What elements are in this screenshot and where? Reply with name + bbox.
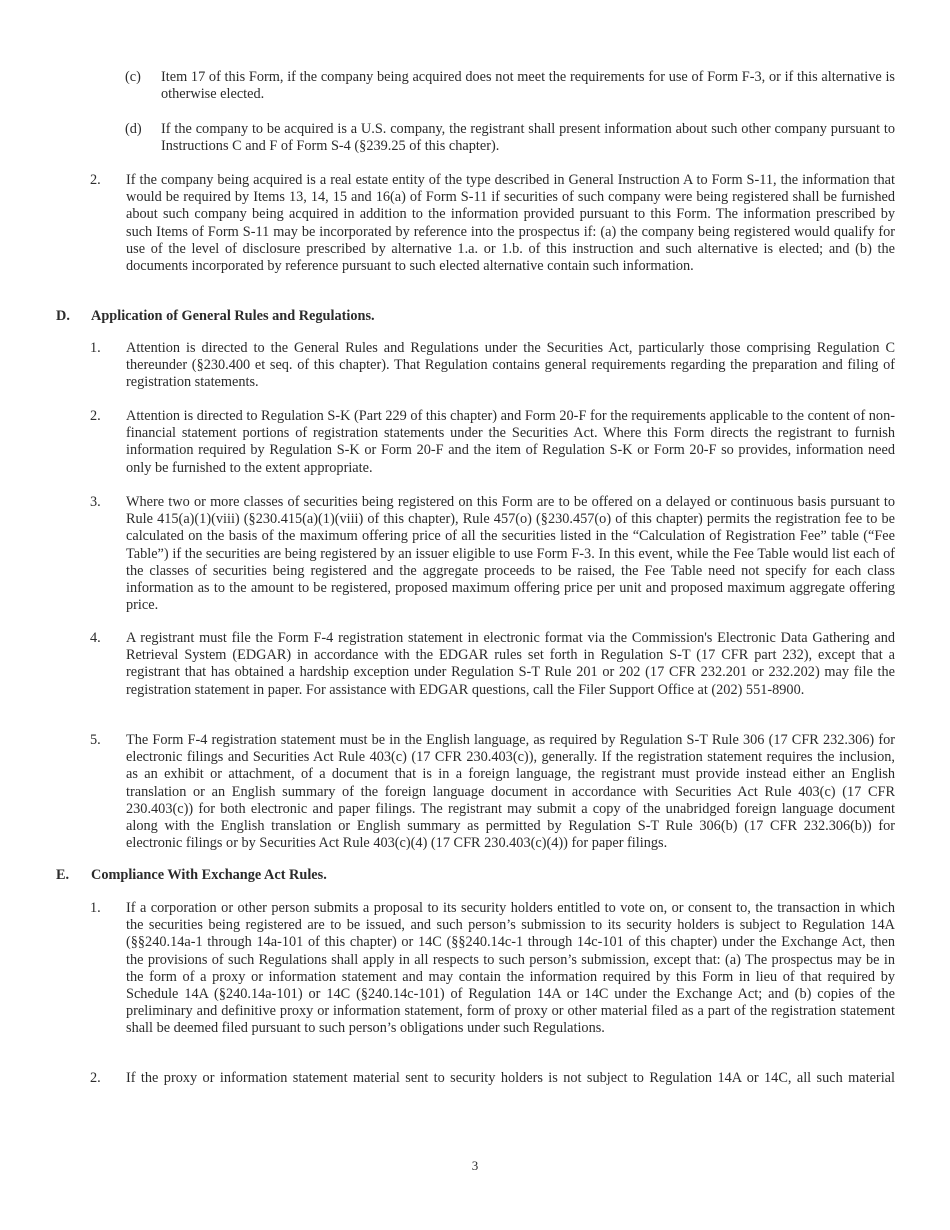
subitem-text: Item 17 of this Form, if the company being acquired does not meet the requirements for use of Form F-3, or if this alternative is otherwise elected. [161, 69, 895, 103]
section-title: Compliance With Exchange Act Rules. [91, 867, 327, 883]
section-e-item-1 [90, 900, 895, 1038]
item-marker: 2. [90, 172, 101, 188]
section-title: Application of General Rules and Regulations. [91, 308, 375, 324]
subitem-d [125, 121, 895, 155]
item-text: Attention is directed to the General Rules and Regulations under the Securities Act, particularly those comprising Regulation C thereunder (§230.400 et seq. of this chapter). That Regulation contains general requirements regarding the preparation and filing of registration statements. [126, 340, 895, 391]
subitem-marker: (c) [125, 69, 141, 85]
section-e-heading [56, 867, 327, 884]
item-marker: 2. [90, 1070, 101, 1086]
page-number: 3 [471, 1158, 479, 1173]
section-d-item-1 [90, 340, 895, 392]
item-text: If a corporation or other person submits a proposal to its security holders entitled to vote on, or consent to, the transaction in which the securities being registered are to be issued, and such person’s submission to its security holders is subject to Regulation 14A (§§240.14a-1 through 14a-101 of this chapter) or 14C (§§240.14c-1 through 14c-101 of this chapter) under the Exchange Act, then the provisions of such Regulations shall apply in all respects to such person’s submission, except that: (a) The prospectus may be in the form of a proxy or information statement and may contain the information required by this Form in lieu of that required by Schedule 14A (§240.14a-101) or 14C (§240.14c-101) of Regulation 14A or 14C under the Exchange Act; and (b) copies of the preliminary and definitive proxy or information statement, form of proxy or other material filed as a part of the registration statement shall be deemed filed pursuant to such person’s obligations under such Regulations. [126, 900, 895, 1037]
section-e-item-2 [90, 1070, 895, 1087]
item-text: If the proxy or information statement material sent to security holders is not subject to Regulation 14A or 14C, all such material [126, 1070, 895, 1086]
item-text: Attention is directed to Regulation S-K (Part 229 of this chapter) and Form 20-F for the requirements applicable to the content of non-financial statement portions of registration statements under the Securities Act. Where this Form directs the registrant to furnish information required by Regulation S-K or Form 20-F and the item of Regulation S-K or Form 20-F so provides, information need only be furnished to the extent appropriate. [126, 408, 895, 476]
subitem-text: If the company to be acquired is a U.S. company, the registrant shall present information about such other company pursuant to Instructions C and F of Form S-4 (§239.25 of this chapter). [161, 121, 895, 155]
section-letter: E. [56, 867, 70, 883]
item-marker: 2. [90, 408, 101, 424]
section-d-item-2 [90, 408, 895, 477]
item-text: If the company being acquired is a real estate entity of the type described in General Instruction A to Form S-11, the information that would be required by Items 13, 14, 15 and 16(a) of Form S-11 if securities of such company were being registered shall be furnished about such company being acquired in addition to the information provided pursuant to this Form. The information prescribed by such Items of Form S-11 may be incorporated by reference into the prospectus if: (a) the company being registered would qualify for use of the level of disclosure prescribed by alternative 1.a. or 1.b. of this instruction and such alternative is elected; and (b) the documents incorporated by reference pursuant to such elected alternative contain such information. [126, 172, 895, 275]
item-marker: 3. [90, 494, 101, 510]
item-text: The Form F-4 registration statement must be in the English language, as required by Regulation S-T Rule 306 (17 CFR 232.306) for electronic filings and Securities Act Rule 403(c) (17 CFR 230.403(c)), generally. If the registration statement requires the inclusion, as an exhibit or attachment, of a document that is in a foreign language, the registrant must provide instead either an English translation or an English summary of the foreign language document in accordance with Securities Act Rule 403(c) (17 CFR 230.403(c)) for both electronic and paper filings. The registrant may submit a copy of the unabridged foreign language document along with the English translation or English summary as permitted by Regulation S-T Rule 306(b) (17 CFR 232.306(b)) for electronic filings or by Securities Act Rule 403(c)(4) (17 CFR 230.403(c)(4)) for paper filings. [126, 732, 895, 852]
item-text: Where two or more classes of securities being registered on this Form are to be offered on a delayed or continuous basis pursuant to Rule 415(a)(1)(viii) (§230.415(a)(1)(viii) of this chapter), Rule 457(o) (§230.457(o) of this chapter) permits the registration fee to be calculated on the basis of the maximum offering price of all the securities listed in the “Calculation of Registration Fee” table (“Fee Table”) if the securities are being registered by an issuer eligible to use Form F-3. In this event, while the Fee Table would list each of the classes of securities being registered and the aggregate proceeds to be raised, the Fee Table need not specify for each class information as to the amount to be registered, proposed maximum offering price per unit and proposed maximum aggregate offering price. [126, 494, 895, 614]
item-marker: 4. [90, 630, 101, 646]
section-d-item-3 [90, 494, 895, 614]
section-c-item-2 [90, 172, 895, 275]
section-d-heading [56, 308, 375, 325]
item-marker: 1. [90, 900, 101, 916]
item-marker: 5. [90, 732, 101, 748]
section-d-item-4 [90, 630, 895, 699]
section-d-item-5 [90, 732, 895, 852]
section-letter: D. [56, 308, 70, 324]
item-text: A registrant must file the Form F-4 registration statement in electronic format via the Commission's Electronic Data Gathering and Retrieval System (EDGAR) in accordance with the EDGAR rules set forth in Regulation S-T (17 CFR part 232), except that a registrant that has obtained a hardship exception under Regulation S-T Rule 201 or 202 (17 CFR 232.201 or 232.202) may file the registration statement in paper. For assistance with EDGAR questions, call the Filer Support Office at (202) 551-8900. [126, 630, 895, 698]
item-marker: 1. [90, 340, 101, 356]
subitem-marker: (d) [125, 121, 142, 137]
subitem-c [125, 69, 895, 103]
